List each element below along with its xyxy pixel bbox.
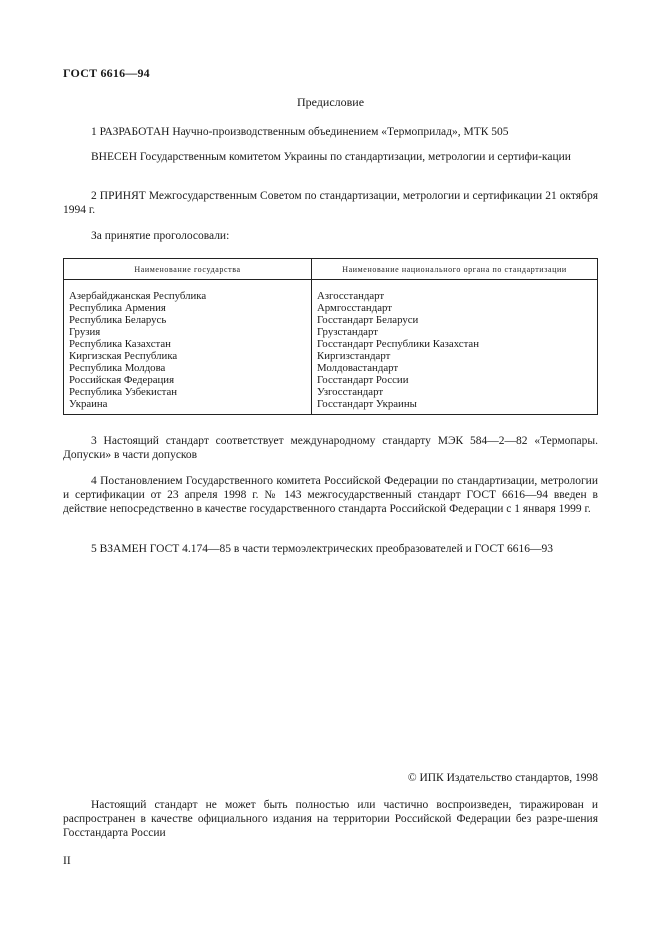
section-title: Предисловие	[296, 95, 365, 109]
paragraph-adopted: 2 ПРИНЯТ Межгосударственным Советом по стандартизации, метрологии и сертификации 21 октября 1994 г.	[63, 190, 598, 216]
standards-body-name: Грузстандарт	[317, 326, 378, 338]
standards-body-name: Госстандарт Беларуси	[317, 314, 419, 326]
state-name: Российская Федерация	[69, 374, 175, 386]
standards-body-name: Киргизстандарт	[317, 350, 391, 362]
column-header-standards-body: Наименование национального органа по стандартизации	[312, 259, 598, 280]
standards-bodies-column	[312, 280, 598, 415]
state-name: Республика Казахстан	[69, 338, 171, 350]
state-name: Киргизская Республика	[69, 350, 178, 362]
state-name: Азербайджанская Республика	[69, 290, 207, 302]
copyright-line: © ИПК Издательство стандартов, 1998	[407, 772, 598, 784]
standards-body-name: Госстандарт Украины	[317, 398, 417, 410]
standards-body-name: Госстандарт России	[317, 374, 409, 386]
standards-body-name: Азгосстандарт	[317, 290, 385, 302]
paragraph-voted: За принятие проголосовали:	[91, 230, 230, 242]
state-name: Республика Молдова	[69, 362, 166, 374]
paragraph-decree: 4 Постановлением Государственного комитета Российской Федерации по стандартизации, метрологии и сертификации от 23 апреля 1998 г. № 143 межгосударственный стандарт ГОСТ 6616—94 введен в действие непосредственно в качестве государственного стандарта Российской Федерации с 1 января 1999 г.	[63, 475, 598, 515]
standards-body-name: Армгосстандарт	[317, 302, 392, 314]
standards-body-name: Молдовастандарт	[317, 362, 399, 374]
table-body-row	[64, 280, 598, 415]
state-name: Грузия	[69, 326, 101, 338]
voting-table	[63, 258, 598, 415]
state-name: Республика Узбекистан	[69, 386, 178, 398]
page-number: II	[63, 855, 71, 867]
state-name: Республика Беларусь	[69, 314, 167, 326]
paragraph-introduced: ВНЕСЕН Государственным комитетом Украины по стандартизации, метрологии и сертифи-кации	[91, 151, 571, 163]
state-name: Республика Армения	[69, 302, 166, 314]
standards-body-name: Госстандарт Республики Казахстан	[317, 338, 479, 350]
reproduction-notice: Настоящий стандарт не может быть полностью или частично воспроизведен, тиражирован и распространен в качестве официального издания на территории Российской Федерации без разре-шения Госстандарта России	[63, 799, 598, 839]
document-header: ГОСТ 6616—94	[63, 66, 150, 80]
table-header-row	[64, 259, 598, 280]
states-column	[64, 280, 312, 415]
standards-body-name: Узгосстандарт	[317, 386, 384, 398]
paragraph-iec-correspondence: 3 Настоящий стандарт соответствует международному стандарту МЭК 584—2—82 «Термопары. Допуски» в части допусков	[63, 435, 598, 461]
paragraph-developed: 1 РАЗРАБОТАН Научно-производственным объединением «Термоприлад», МТК 505	[91, 126, 509, 138]
state-name: Украина	[69, 398, 108, 410]
paragraph-replaces: 5 ВЗАМЕН ГОСТ 4.174—85 в части термоэлектрических преобразователей и ГОСТ 6616—93	[91, 543, 554, 555]
column-header-state: Наименование государства	[64, 259, 312, 280]
